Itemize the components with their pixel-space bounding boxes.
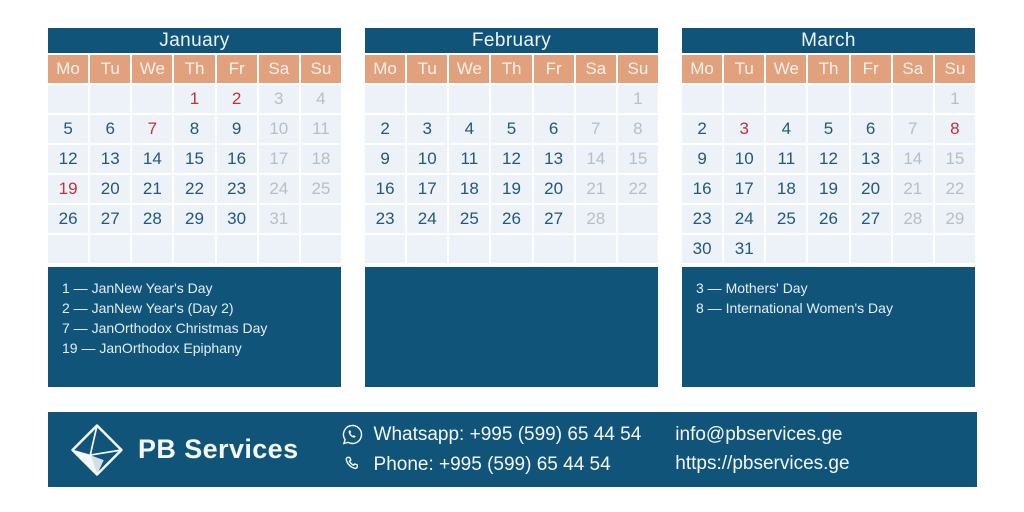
day-cell: 17 [407,175,447,203]
day-cell: 25 [449,205,489,233]
month-card-january [48,28,341,387]
day-cell: 27 [534,205,574,233]
day-cell: 17 [724,175,764,203]
holiday-line: 8 — International Women's Day [696,300,893,316]
day-cell: 23 [682,205,722,233]
month-title: March [682,28,975,53]
day-cell [534,85,574,113]
day-cell: 20 [534,175,574,203]
day-cell: 27 [90,205,130,233]
day-cell: 30 [217,205,257,233]
day-cell: 2 [682,115,722,143]
whatsapp-label: Whatsapp: +995 (599) 65 44 54 [373,423,642,445]
day-cell: 6 [851,115,891,143]
holiday-line: 2 — JanNew Year's (Day 2) [62,300,234,316]
holiday-box [365,267,658,387]
day-cell: 8 [618,115,658,143]
holiday-line: 3 — Mothers' Day [696,280,808,296]
day-cell: 23 [217,175,257,203]
day-cell [132,85,172,113]
day-cell [766,235,806,263]
day-cell [808,235,848,263]
holiday-line: 19 — JanOrthodox Epiphany [62,340,242,356]
links-block [675,424,849,475]
month-grid [48,55,341,263]
day-cell [935,235,975,263]
weekday-cell: Mo [48,55,88,83]
weekday-cell: Th [808,55,848,83]
weekday-cell: Th [491,55,531,83]
phone-icon [341,453,364,476]
weekday-cell: We [449,55,489,83]
day-cell: 3 [724,115,764,143]
day-cell: 11 [766,145,806,173]
day-cell [893,85,933,113]
day-cell [618,205,658,233]
weekday-cell: Sa [576,55,616,83]
whatsapp-row[interactable] [341,423,642,446]
day-cell [217,235,257,263]
day-cell: 14 [893,145,933,173]
day-cell: 1 [618,85,658,113]
day-cell [893,235,933,263]
footer-bar [48,412,977,487]
weekday-cell: Tu [407,55,447,83]
day-cell: 31 [259,205,299,233]
day-cell [576,235,616,263]
day-cell: 14 [132,145,172,173]
day-cell: 21 [132,175,172,203]
day-cell: 3 [407,115,447,143]
day-cell: 20 [90,175,130,203]
contact-block [341,423,642,476]
month-title: February [365,28,658,53]
day-cell: 3 [259,85,299,113]
phone-row[interactable] [341,453,642,476]
day-cell: 18 [301,145,341,173]
day-cell: 7 [576,115,616,143]
day-cell: 7 [893,115,933,143]
holiday-box [682,267,975,387]
weekday-cell: Sa [259,55,299,83]
day-cell: 4 [766,115,806,143]
day-cell [407,85,447,113]
weekday-cell: Su [618,55,658,83]
day-cell [301,235,341,263]
day-cell: 10 [259,115,299,143]
day-cell: 18 [766,175,806,203]
day-cell [48,235,88,263]
day-cell: 22 [174,175,214,203]
day-cell [90,85,130,113]
day-cell: 5 [491,115,531,143]
day-cell: 11 [301,115,341,143]
day-cell: 20 [851,175,891,203]
day-cell: 24 [724,205,764,233]
phone-label: Phone: +995 (599) 65 44 54 [373,453,611,475]
day-cell: 15 [174,145,214,173]
day-cell: 4 [301,85,341,113]
email-link[interactable]: info@pbservices.ge [675,424,843,445]
day-cell: 24 [407,205,447,233]
diamond-logo-icon [70,423,124,477]
weekday-cell: We [132,55,172,83]
day-cell: 26 [491,205,531,233]
day-cell: 19 [48,175,88,203]
month-card-march [682,28,975,387]
day-cell: 28 [132,205,172,233]
day-cell: 16 [365,175,405,203]
weekday-cell: Tu [724,55,764,83]
day-cell: 17 [259,145,299,173]
day-cell: 5 [48,115,88,143]
weekday-cell: Su [935,55,975,83]
day-cell: 10 [724,145,764,173]
day-cell: 8 [174,115,214,143]
whatsapp-icon [341,423,364,446]
day-cell [90,235,130,263]
day-cell [576,85,616,113]
day-cell: 25 [301,175,341,203]
day-cell: 12 [48,145,88,173]
day-cell: 9 [217,115,257,143]
day-cell [301,205,341,233]
day-cell [618,235,658,263]
day-cell [682,85,722,113]
day-cell: 25 [766,205,806,233]
day-cell: 2 [217,85,257,113]
day-cell: 6 [534,115,574,143]
day-cell: 14 [576,145,616,173]
month-grid [682,55,975,263]
weekday-cell: Mo [682,55,722,83]
day-cell [766,85,806,113]
day-cell [365,235,405,263]
day-cell: 15 [935,145,975,173]
day-cell [407,235,447,263]
day-cell: 2 [365,115,405,143]
day-cell: 16 [217,145,257,173]
day-cell: 16 [682,175,722,203]
day-cell: 26 [48,205,88,233]
day-cell [48,85,88,113]
day-cell [132,235,172,263]
day-cell: 8 [935,115,975,143]
brand-name: PB Services [138,434,299,464]
day-cell [808,85,848,113]
weekday-cell: Fr [534,55,574,83]
day-cell [449,235,489,263]
day-cell: 13 [851,145,891,173]
day-cell: 13 [534,145,574,173]
day-cell: 12 [808,145,848,173]
day-cell: 9 [682,145,722,173]
day-cell [174,235,214,263]
day-cell: 7 [132,115,172,143]
day-cell: 4 [449,115,489,143]
weekday-cell: Su [301,55,341,83]
day-cell: 9 [365,145,405,173]
day-cell: 12 [491,145,531,173]
day-cell [365,85,405,113]
day-cell: 1 [935,85,975,113]
day-cell [851,85,891,113]
weekday-cell: Tu [90,55,130,83]
day-cell: 10 [407,145,447,173]
day-cell [491,85,531,113]
month-grid [365,55,658,263]
day-cell: 19 [491,175,531,203]
day-cell: 23 [365,205,405,233]
day-cell: 1 [174,85,214,113]
holiday-line: 1 — JanNew Year's Day [62,280,213,296]
day-cell: 29 [935,205,975,233]
day-cell: 30 [682,235,722,263]
day-cell: 28 [893,205,933,233]
day-cell: 21 [576,175,616,203]
day-cell: 13 [90,145,130,173]
day-cell: 27 [851,205,891,233]
day-cell: 18 [449,175,489,203]
website-link[interactable]: https://pbservices.ge [675,453,850,474]
day-cell: 28 [576,205,616,233]
day-cell [724,85,764,113]
day-cell: 6 [90,115,130,143]
month-card-february [365,28,658,387]
day-cell: 22 [618,175,658,203]
weekday-cell: Fr [217,55,257,83]
weekday-cell: Mo [365,55,405,83]
day-cell: 15 [618,145,658,173]
day-cell [491,235,531,263]
day-cell: 26 [808,205,848,233]
calendar-months [48,28,975,387]
day-cell: 22 [935,175,975,203]
day-cell: 5 [808,115,848,143]
day-cell: 11 [449,145,489,173]
day-cell [851,235,891,263]
day-cell: 24 [259,175,299,203]
day-cell [449,85,489,113]
day-cell: 31 [724,235,764,263]
holiday-box [48,267,341,387]
day-cell: 29 [174,205,214,233]
day-cell: 19 [808,175,848,203]
weekday-cell: Fr [851,55,891,83]
weekday-cell: Th [174,55,214,83]
holiday-line: 7 — JanOrthodox Christmas Day [62,320,268,336]
day-cell: 21 [893,175,933,203]
day-cell [259,235,299,263]
month-title: January [48,28,341,53]
weekday-cell: We [766,55,806,83]
day-cell [534,235,574,263]
weekday-cell: Sa [893,55,933,83]
